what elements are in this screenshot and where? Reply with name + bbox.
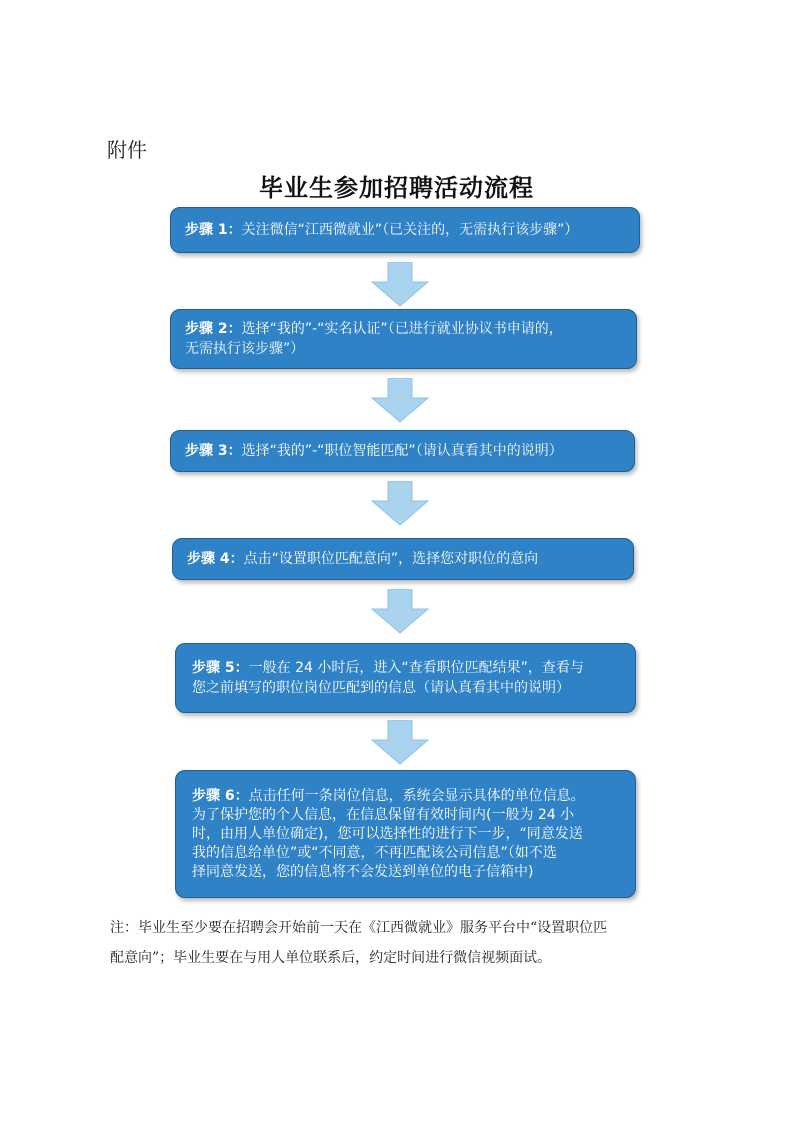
- step-3-prefix: 步骤 3：: [185, 443, 242, 459]
- step-5-paren: （请认真看其中的说明）: [416, 680, 570, 696]
- step-3-paren: （请认真看其中的说明）: [415, 443, 563, 459]
- step-5-line-2: [192, 678, 619, 698]
- step-6-line-2: 为了保护您的个人信息，在信息保留有效时间内(一般为 24 小: [192, 806, 575, 823]
- step-4-prefix: 步骤 4：: [187, 551, 244, 567]
- step-2-line-1: [185, 319, 622, 339]
- step-1-paren: （已关注的，无需执行该步骤”）: [382, 222, 579, 238]
- down-arrow-icon: [370, 481, 430, 527]
- step-6-line-5: 择同意发送，您的信息将不会发送到单位的电子信箱中): [192, 863, 534, 880]
- step-6-line-4: 我的信息给单位”或“不同意，不再匹配该公司信息”（如不选: [192, 844, 557, 861]
- step-5-prefix: 步骤 5：: [192, 660, 249, 676]
- step-4-text: [187, 549, 619, 569]
- footnote: [110, 913, 695, 973]
- annex-label: 附件: [107, 138, 147, 162]
- step-3-text: [185, 441, 620, 461]
- step-4-box: [172, 538, 634, 580]
- footnote-line-2: 配意向”；毕业生要在与用人单位联系后，约定时间进行微信视频面试。: [110, 950, 552, 966]
- down-arrow-icon: [370, 262, 430, 308]
- step-5-main: 一般在 24 小时后，进入“查看职位匹配结果”，查看与: [248, 660, 584, 676]
- step-6-line-1: [192, 787, 619, 806]
- step-5-line-2-main: 您之前填写的职位岗位匹配到的信息: [192, 680, 416, 696]
- down-arrow-icon: [370, 589, 430, 635]
- down-arrow-icon: [370, 378, 430, 424]
- page-title: 毕业生参加招聘活动流程: [259, 173, 534, 202]
- step-6-box: [175, 770, 636, 898]
- step-2-box: [170, 309, 637, 369]
- step-2-prefix: 步骤 2：: [185, 321, 242, 337]
- step-1-prefix: 步骤 1：: [185, 222, 242, 238]
- step-5-box: [175, 643, 636, 713]
- step-6-main: 点击任何一条岗位信息，系统会显示具体的单位信息。: [248, 787, 585, 804]
- step-3-main: 选择“我的”-“职位智能匹配”: [241, 443, 416, 459]
- down-arrow-icon: [370, 720, 430, 766]
- step-2-paren: （已进行就业协议书申请的，: [387, 321, 563, 337]
- step-5-line-1: [192, 658, 619, 678]
- step-1-text: [185, 220, 625, 240]
- step-4-main: 点击“设置职位匹配意向”，选择您对职位的意向: [243, 551, 539, 567]
- step-2-line-2: 无需执行该步骤”）: [185, 341, 305, 357]
- step-3-box: [170, 430, 635, 472]
- footnote-line-1: 注：毕业生至少要在招聘会开始前一天在《江西微就业》服务平台中“设置职位匹: [110, 920, 608, 936]
- step-6-line-3: 时，由用人单位确定)，您可以选择性的进行下一步，“同意发送: [192, 825, 583, 842]
- step-6-prefix: 步骤 6：: [192, 787, 249, 804]
- step-1-box: [170, 207, 640, 253]
- step-2-main: 选择“我的”-“实名认证”: [241, 321, 388, 337]
- step-1-main: 关注微信“江西微就业”: [241, 222, 383, 238]
